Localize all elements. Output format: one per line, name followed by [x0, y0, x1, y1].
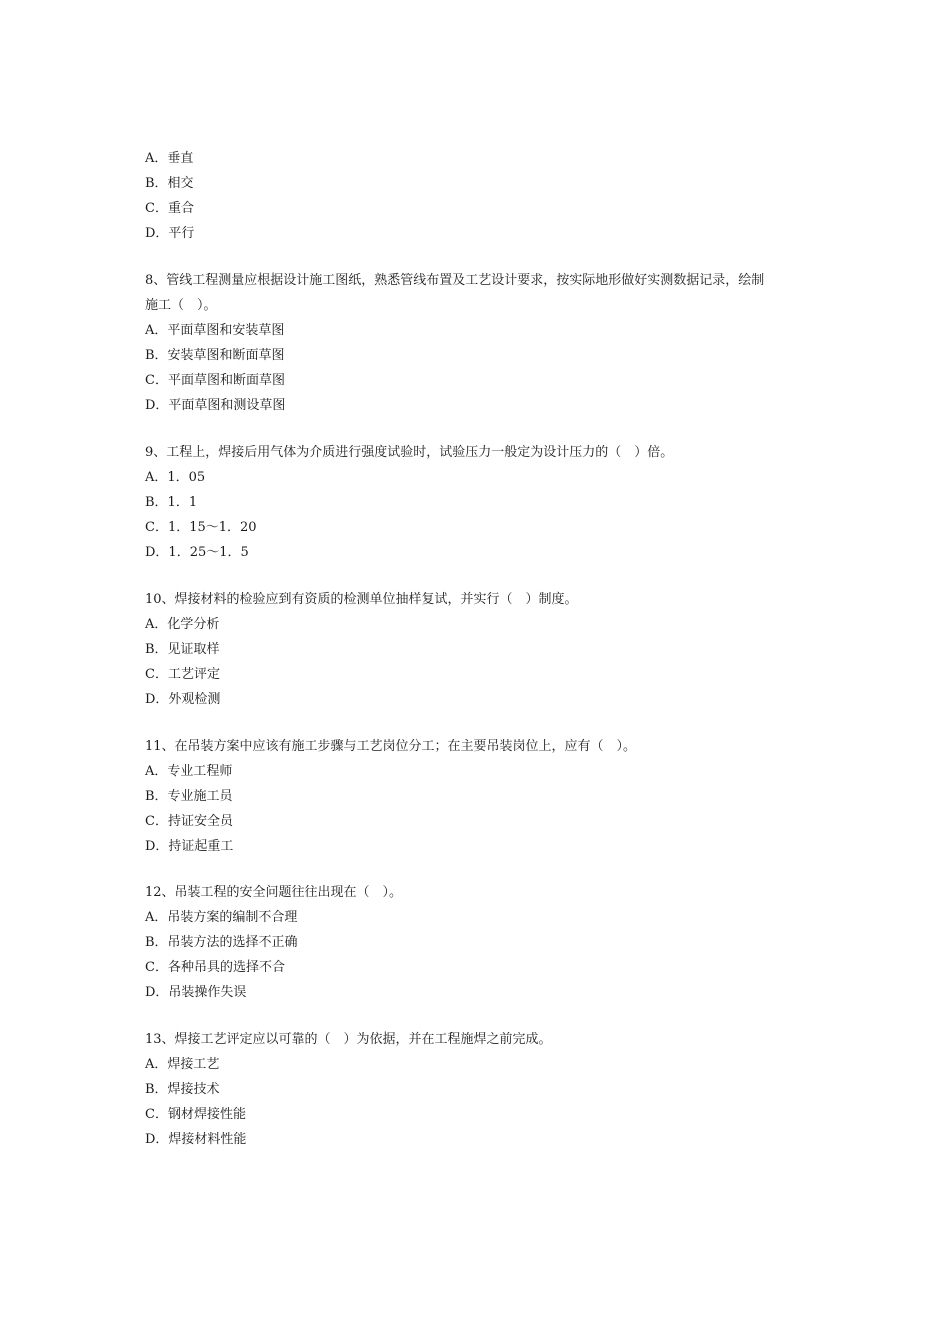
option-d: D．外观检测: [145, 692, 221, 707]
option-c: C．钢材焊接性能: [145, 1107, 246, 1122]
option-d: D．平面草图和测设草图: [145, 398, 286, 413]
option-c: C．持证安全员: [145, 814, 233, 829]
option-b: B．相交: [145, 176, 194, 191]
question-stem: 8、管线工程测量应根据设计施工图纸，熟悉管线布置及工艺设计要求，按实际地形做好实测数据记录，绘制: [145, 273, 765, 288]
option-d: D．持证起重工: [145, 839, 234, 854]
question-12: [145, 880, 825, 1005]
option-d: D．吊装操作失误: [145, 985, 247, 1000]
prev-question-options: [145, 146, 825, 246]
option-b: B．1．1: [145, 495, 198, 510]
option-a: A．化学分析: [145, 617, 220, 632]
option-a: A．1．05: [145, 470, 206, 485]
question-10: [145, 587, 825, 712]
question-stem: 10、焊接材料的检验应到有资质的检测单位抽样复试，并实行（ ）制度。: [145, 592, 578, 607]
option-b: B．见证取样: [145, 642, 220, 657]
option-b: B．专业施工员: [145, 789, 233, 804]
question-13: [145, 1027, 825, 1152]
option-a: A．吊装方案的编制不合理: [145, 910, 298, 925]
option-b: B．吊装方法的选择不正确: [145, 935, 298, 950]
question-stem: 9、工程上，焊接后用气体为介质进行强度试验时，试验压力一般定为设计压力的（ ）倍。: [145, 445, 674, 460]
option-a: A．焊接工艺: [145, 1057, 220, 1072]
option-c: C．工艺评定: [145, 667, 220, 682]
option-b: B．安装草图和断面草图: [145, 348, 285, 363]
option-d: D．焊接材料性能: [145, 1132, 247, 1147]
option-b: B．焊接技术: [145, 1082, 220, 1097]
question-stem: 11、在吊装方案中应该有施工步骤与工艺岗位分工；在主要吊装岗位上，应有（ ）。: [145, 739, 637, 754]
option-d: D．平行: [145, 226, 195, 241]
option-a: A．专业工程师: [145, 764, 233, 779]
option-c: C．各种吊具的选择不合: [145, 960, 285, 975]
question-stem-cont: 施工（ ）。: [145, 298, 217, 313]
question-11: [145, 734, 825, 859]
option-c: C．重合: [145, 201, 194, 216]
option-d: D．1．25～1．5: [145, 545, 249, 560]
option-a: A．垂直: [145, 151, 194, 166]
question-8: [145, 268, 825, 418]
option-c: C．1．15～1．20: [145, 520, 257, 535]
question-stem: 12、吊装工程的安全问题往往出现在（ ）。: [145, 885, 403, 900]
option-c: C．平面草图和断面草图: [145, 373, 285, 388]
option-a: A．平面草图和安装草图: [145, 323, 285, 338]
question-stem: 13、焊接工艺评定应以可靠的（ ）为依据，并在工程施焊之前完成。: [145, 1032, 552, 1047]
question-9: [145, 440, 825, 565]
